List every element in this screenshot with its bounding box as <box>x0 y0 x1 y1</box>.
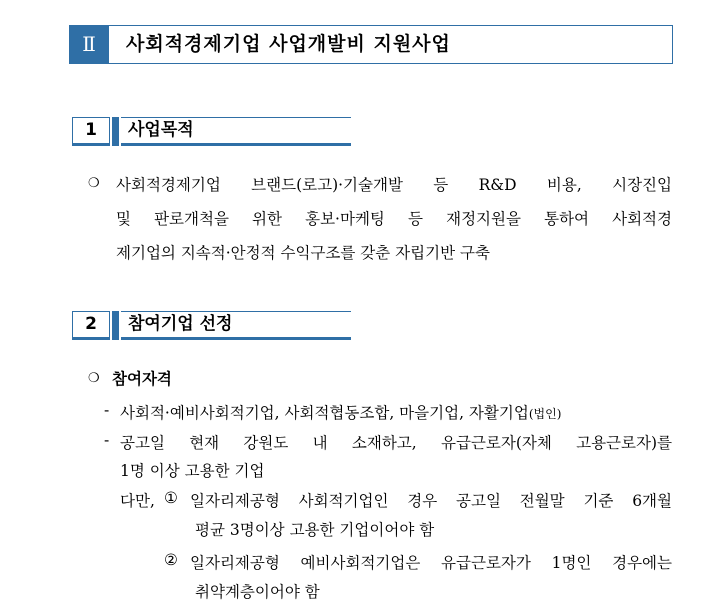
dash-marker: - <box>104 401 110 419</box>
section-1-title: 사업목적 <box>121 117 351 146</box>
section-1-number: 1 <box>72 117 110 146</box>
note-1-continued: 평균 3명이상 고용한 기업이어야 함 <box>195 521 435 539</box>
chapter-title: 사회적경제기업 사업개발비 지원사업 <box>126 33 451 55</box>
dash-marker: - <box>104 431 110 449</box>
eligibility-item-2: 공고일 현재 강원도 내 소재하고, 유급근로자(자체 고용근로자)를 <box>120 434 672 452</box>
section-2-number: 2 <box>72 311 110 340</box>
purpose-line-1: 사회적경제기업 브랜드(로고)·기술개발 등 R&D 비용, 시장진입 <box>116 176 672 194</box>
section-1-bar <box>112 117 119 146</box>
bullet-icon: ❍ <box>88 371 100 386</box>
eligibility-item-2-continued: 1명 이상 고용한 기업 <box>120 462 265 480</box>
chapter-number: Ⅱ <box>69 25 109 64</box>
purpose-line-2: 및 판로개척을 위한 홍보·마케팅 등 재정지원을 통하여 사회적경 <box>116 210 672 228</box>
eligibility-item-1-text: 사회적·예비사회적기업, 사회적협동조합, 마을기업, 자활기업 <box>120 404 529 422</box>
note-2-text: 일자리제공형 예비사회적기업은 유급근로자가 1명인 경우에는 <box>190 554 672 572</box>
bullet-icon: ❍ <box>88 176 100 191</box>
eligibility-item-1-suffix: (법인) <box>528 407 562 421</box>
eligibility-item-1 <box>120 401 561 423</box>
eligibility-heading: 참여자격 <box>112 370 172 388</box>
note-prefix: 다만, <box>120 492 155 510</box>
section-2-title: 참여기업 선정 <box>121 311 351 340</box>
note-1-marker: ① <box>164 489 178 507</box>
section-2-bar <box>112 311 119 340</box>
note-2-marker: ② <box>164 551 178 569</box>
purpose-line-3: 제기업의 지속적·안정적 수익구조를 갖춘 자립기반 구축 <box>116 244 490 262</box>
note-2-continued: 취약계층이어야 함 <box>195 583 320 601</box>
note-1-text: 일자리제공형 사회적기업인 경우 공고일 전월말 기준 6개월 <box>190 492 672 510</box>
